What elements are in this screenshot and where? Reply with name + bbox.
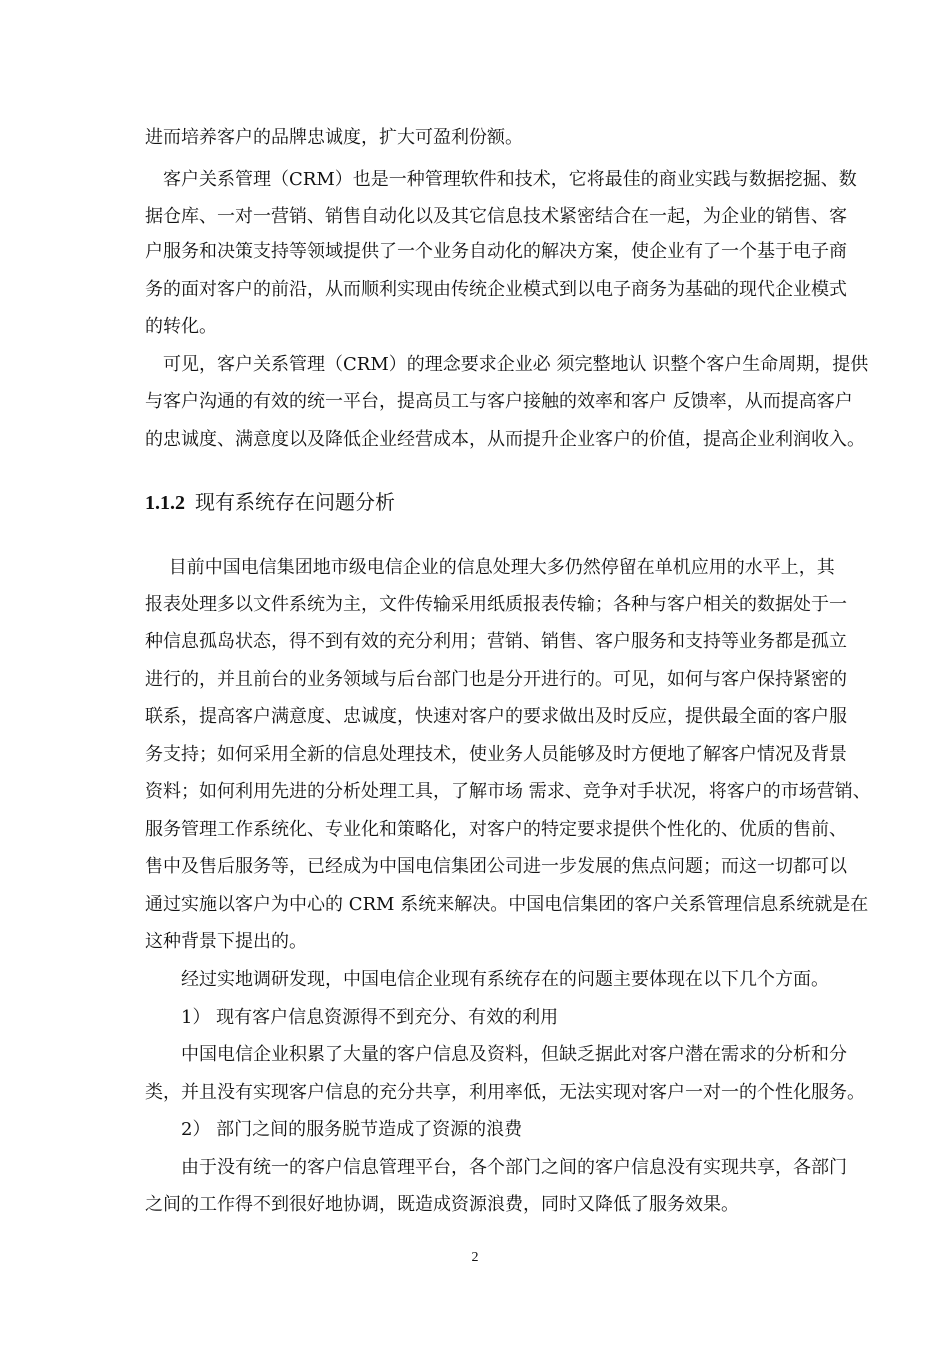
- text-line: 进而培养客户的品牌忠诚度，扩大可盈利份额。: [145, 127, 523, 148]
- text-line: 由于没有统一的客户信息管理平台，各个部门之间的客户信息没有实现共享，各部门: [145, 1157, 847, 1178]
- section-title: 现有系统存在问题分析: [195, 490, 395, 514]
- text-line: 的转化。: [145, 316, 217, 337]
- list-item-heading: 2） 部门之间的服务脱节造成了资源的浪费: [145, 1119, 523, 1140]
- list-item-heading: 1） 现有客户信息资源得不到充分、有效的利用: [145, 1007, 559, 1028]
- text-line: 进行的，并且前台的业务领域与后台部门也是分开进行的。可见，如何与客户保持紧密的: [145, 669, 847, 690]
- text-line: 资料；如何利用先进的分析处理工具，了解市场 需求、竞争对手状况，将客户的市场营销、: [145, 781, 871, 802]
- text-line: 经过实地调研发现，中国电信企业现有系统存在的问题主要体现在以下几个方面。: [145, 969, 829, 990]
- text-line: 据仓库、一对一营销、销售自动化以及其它信息技术紧密结合在一起，为企业的销售、客: [145, 206, 847, 227]
- text-line: 种信息孤岛状态，得不到有效的充分利用；营销、销售、客户服务和支持等业务都是孤立: [145, 631, 847, 652]
- text-line: 之间的工作得不到很好地协调，既造成资源浪费，同时又降低了服务效果。: [145, 1194, 739, 1215]
- text-line: 客户关系管理（CRM）也是一种管理软件和技术，它将最佳的商业实践与数据挖掘、数: [145, 169, 857, 190]
- text-line: 通过实施以客户为中心的 CRM 系统来解决。中国电信集团的客户关系管理信息系统就是在: [145, 894, 869, 915]
- text-line: 与客户沟通的有效的统一平台，提高员工与客户接触的效率和客户 反馈率，从而提高客户: [145, 391, 853, 412]
- text-line: 务的面对客户的前沿，从而顺利实现由传统企业模式到以电子商务为基础的现代企业模式: [145, 279, 847, 300]
- text-line: 服务管理工作系统化、专业化和策略化，对客户的特定要求提供个性化的、优质的售前、: [145, 819, 847, 840]
- text-line: 户服务和决策支持等领域提供了一个业务自动化的解决方案，使企业有了一个基于电子商: [145, 241, 847, 262]
- text-line: 报表处理多以文件系统为主，文件传输采用纸质报表传输；各种与客户相关的数据处于一: [145, 594, 847, 615]
- text-line: 中国电信企业积累了大量的客户信息及资料，但缺乏据此对客户潜在需求的分析和分: [145, 1044, 847, 1065]
- text-line: 联系，提高客户满意度、忠诚度，快速对客户的要求做出及时反应，提供最全面的客户服: [145, 706, 847, 727]
- text-line: 目前中国电信集团地市级电信企业的信息处理大多仍然停留在单机应用的水平上，其: [145, 557, 835, 578]
- section-heading: [145, 488, 395, 517]
- text-line: 务支持；如何采用全新的信息处理技术，使业务人员能够及时方便地了解客户情况及背景: [145, 744, 847, 765]
- section-number: 1.1.2: [145, 492, 185, 514]
- text-line: 这种背景下提出的。: [145, 931, 307, 952]
- text-line: 的忠诚度、满意度以及降低企业经营成本，从而提升企业客户的价值，提高企业利润收入。: [145, 429, 865, 450]
- text-line: 售中及售后服务等，已经成为中国电信集团公司进一步发展的焦点问题；而这一切都可以: [145, 856, 847, 877]
- page-number: 2: [471, 1250, 479, 1265]
- text-line: 类，并且没有实现客户信息的充分共享，利用率低，无法实现对客户一对一的个性化服务。: [145, 1082, 865, 1103]
- text-line: 可见，客户关系管理（CRM）的理念要求企业必 须完整地认 识整个客户生命周期，提供: [145, 354, 869, 375]
